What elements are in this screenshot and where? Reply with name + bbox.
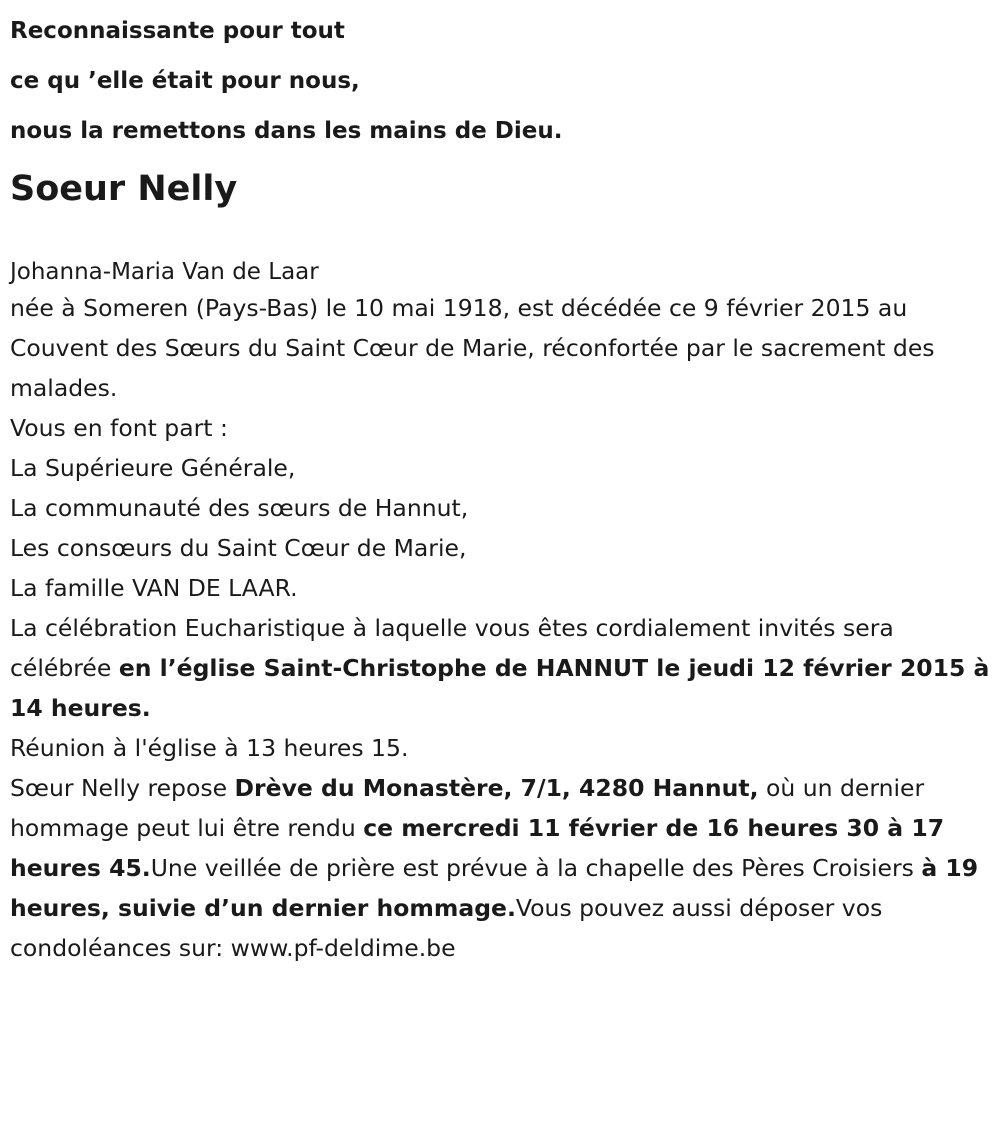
family-member-line: La communauté des sœurs de Hannut,	[10, 494, 469, 522]
visitation-time: ce mercredi 11 février de 16 heures 30 à 17 heures 45.	[10, 814, 945, 882]
family-list	[10, 448, 990, 608]
vigil-time: à 19 heures, suivie d’un dernier hommage.	[10, 854, 979, 922]
condolences-text: Vous pouvez aussi déposer vos condoléances sur: www.pf-deldime.be	[10, 894, 883, 962]
vigil-text: Une veillée de prière est prévue à la chapelle des Pères Croisiers	[150, 854, 922, 882]
civil-name: Johanna-Maria Van de Laar	[10, 259, 319, 285]
mass-paragraph	[10, 608, 990, 728]
meeting-paragraph: Réunion à l'église à 13 heures 15.	[10, 734, 409, 762]
family-member-line: Les consœurs du Saint Cœur de Marie,	[10, 534, 467, 562]
repose-paragraph	[10, 768, 990, 968]
verse-line: Reconnaissante pour tout	[10, 18, 345, 44]
repose-address: Drève du Monastère, 7/1, 4280 Hannut,	[234, 774, 759, 802]
mass-location-date: en l’église Saint-Christophe de HANNUT le jeudi 12 février 2015 à 14 heures.	[10, 654, 990, 722]
family-member-line: La famille VAN DE LAAR.	[10, 574, 298, 602]
verse-line: ce qu ’elle était pour nous,	[10, 68, 360, 94]
repose-text: où un dernier hommage peut lui être rendu	[10, 774, 925, 842]
family-member-line: La Supérieure Générale,	[10, 454, 296, 482]
opening-verse	[10, 0, 990, 156]
mass-intro-text: La célébration Eucharistique à laquelle vous êtes cordialement invités sera célébrée	[10, 614, 894, 682]
birth-death-paragraph: née à Someren (Pays-Bas) le 10 mai 1918, est décédée ce 9 février 2015 au Couvent des Sœurs du Saint Cœur de Marie, réconfortée par le sacrement des malades.	[10, 294, 935, 402]
deceased-name: Soeur Nelly	[10, 169, 238, 209]
verse-line: nous la remettons dans les mains de Dieu.	[10, 118, 563, 144]
announcement-line: Vous en font part :	[10, 414, 228, 442]
repose-text: Sœur Nelly repose	[10, 774, 235, 802]
